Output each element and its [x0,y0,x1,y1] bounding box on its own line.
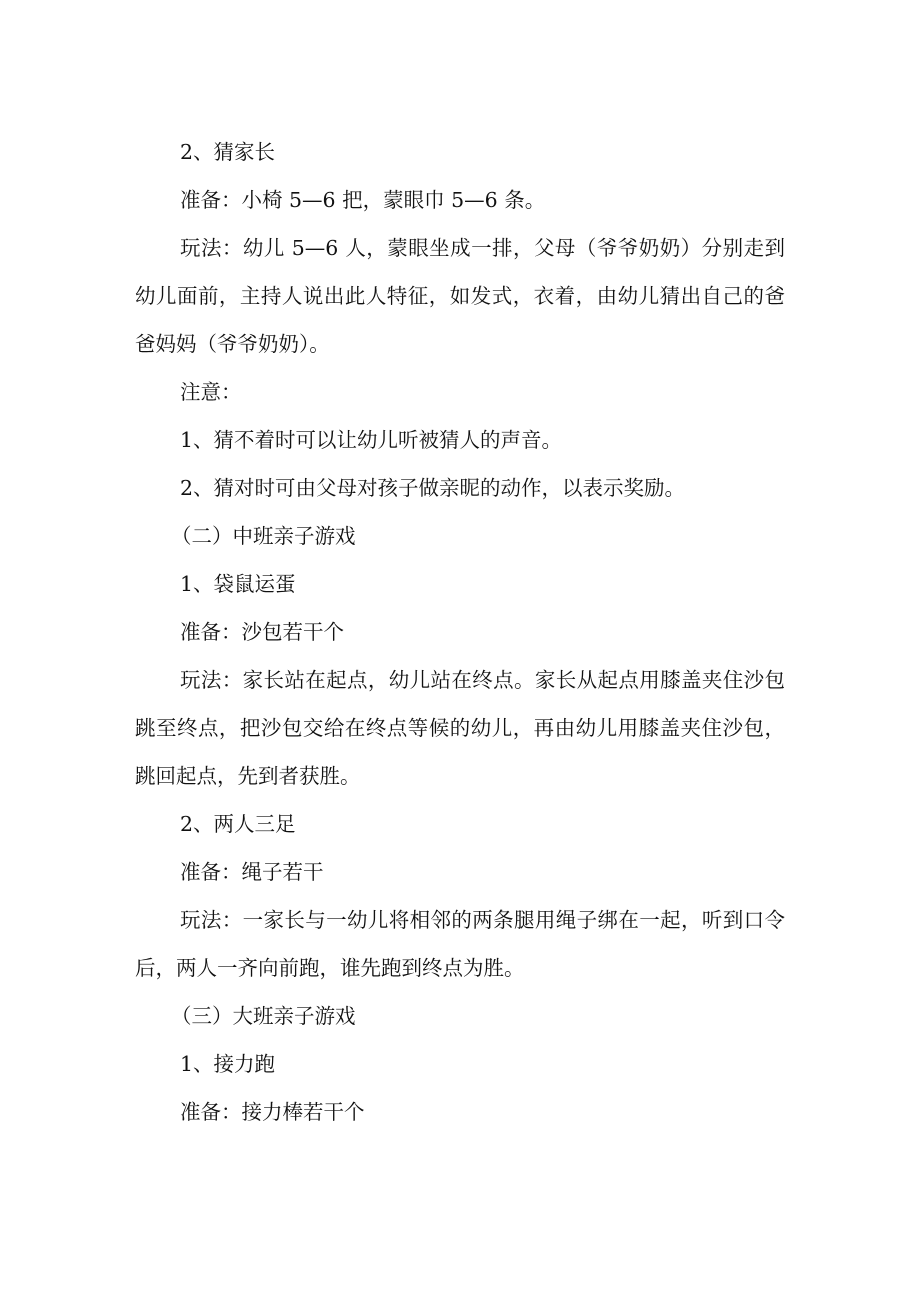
note-item: 1、猜不着时可以让幼儿听被猜人的声音。 [180,428,563,452]
notes-label: 注意： [180,380,242,404]
section-heading-senior-class: （三）大班亲子游戏 [171,1004,356,1028]
item-heading-kangaroo: 1、袋鼠运蛋 [180,572,296,596]
preparation-line: 准备：接力棒若干个 [180,1100,365,1124]
rules-paragraph: 玩法：幼儿 5—6 人，蒙眼坐成一排，父母（爷爷奶奶）分别走到幼儿面前，主持人说出此人特征，如发式，衣着，由幼儿猜出自己的爸爸妈妈（爷爷奶奶）。 [135,236,785,356]
item-heading-relay: 1、接力跑 [180,1052,276,1076]
rules-paragraph: 玩法：家长站在起点，幼儿站在终点。家长从起点用膝盖夹住沙包跳至终点，把沙包交给在终点等候的幼儿，再由幼儿用膝盖夹住沙包，跳回起点，先到者获胜。 [135,668,785,788]
preparation-line: 准备：绳子若干 [180,860,324,884]
section-heading-middle-class: （二）中班亲子游戏 [171,524,356,548]
preparation-line: 准备：沙包若干个 [180,620,344,644]
item-heading-guess-parent: 2、猜家长 [180,140,276,164]
rules-paragraph: 玩法：一家长与一幼儿将相邻的两条腿用绳子绑在一起，听到口令后，两人一齐向前跑，谁先跑到终点为胜。 [135,908,785,980]
preparation-line: 准备：小椅 5—6 把，蒙眼巾 5—6 条。 [180,188,546,212]
note-item: 2、猜对时可由父母对孩子做亲昵的动作，以表示奖励。 [180,476,686,500]
item-heading-three-legged: 2、两人三足 [180,812,296,836]
document-body [135,128,785,1136]
